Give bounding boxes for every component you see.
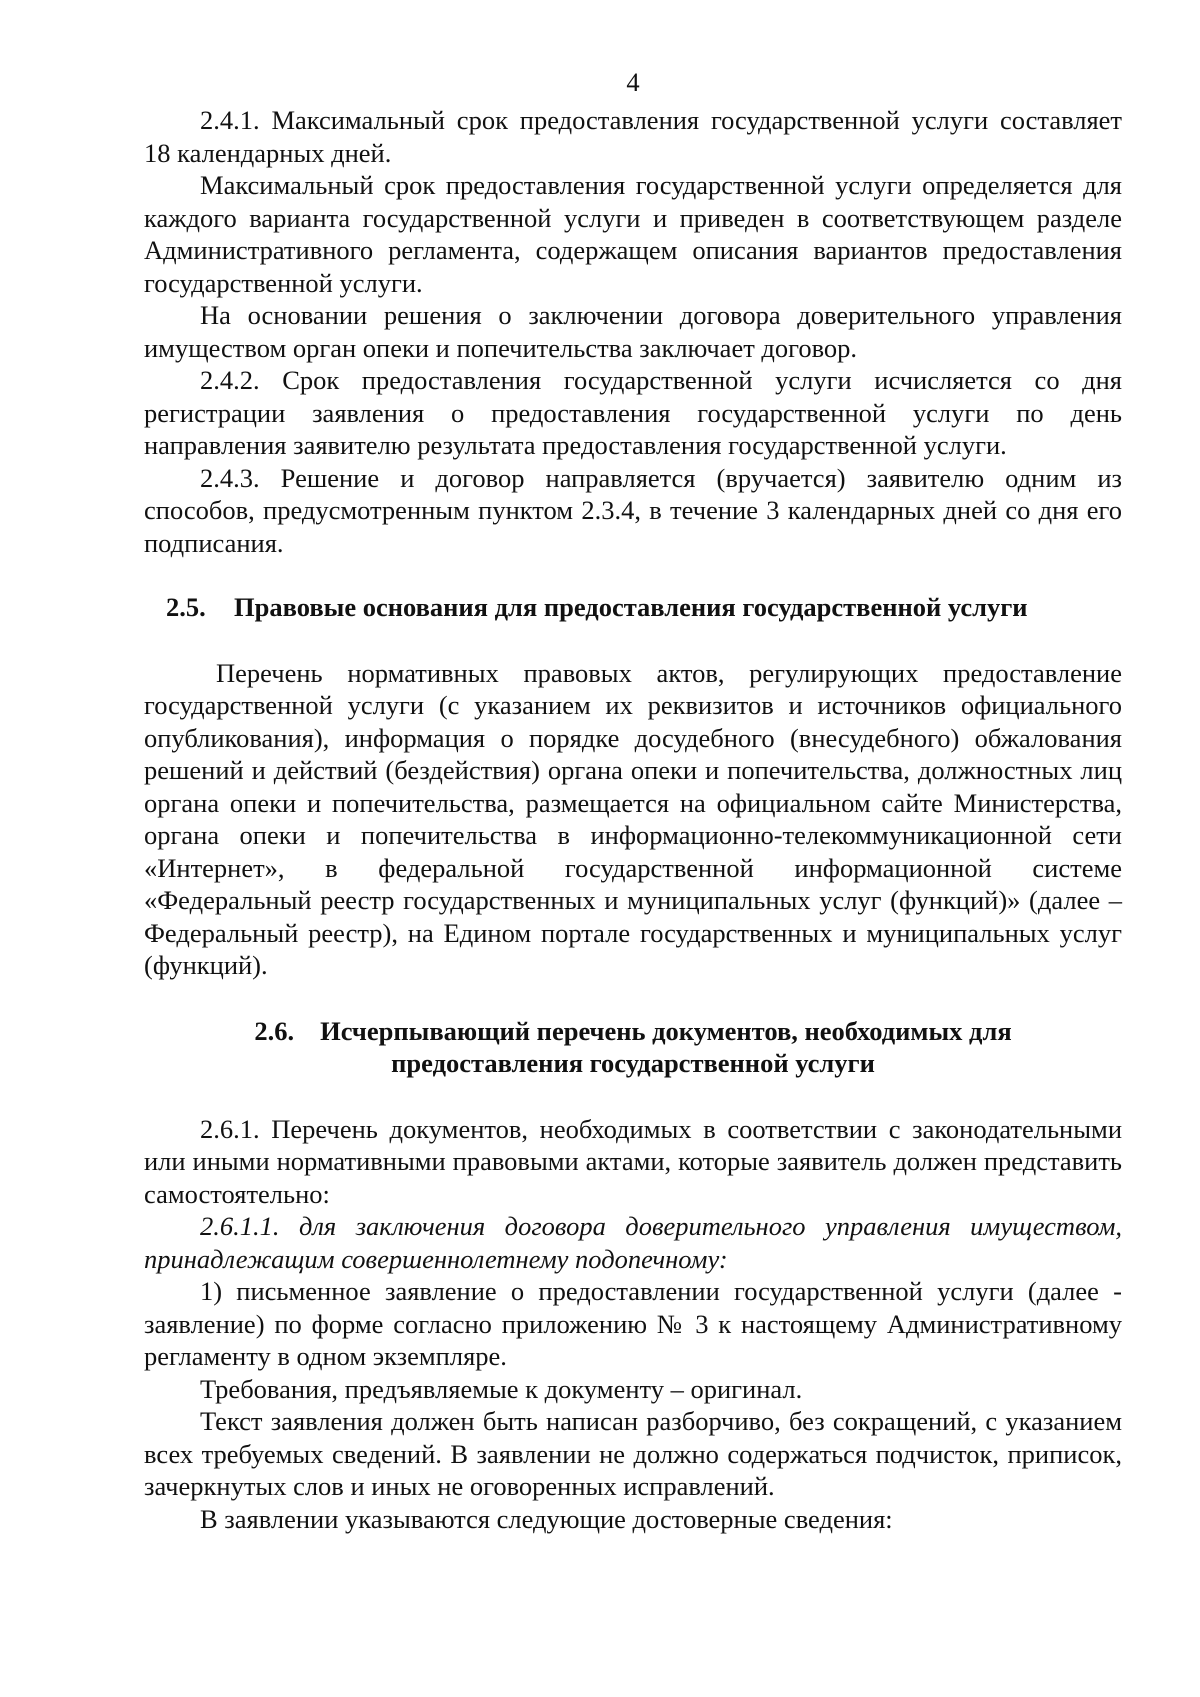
paragraph-2611: 2.6.1.1. для заключения договора доверительного управления имуществом, принадлежащим совершеннолетнему подопечному:	[144, 1211, 1122, 1274]
section-title-line2: предоставления государственной услуги	[391, 1048, 875, 1078]
section-heading-25	[144, 591, 1122, 624]
paragraph-261: 2.6.1. Перечень документов, необходимых в соответствии с законодательными или иными нормативными правовыми актами, которые заявитель должен представить самостоятельно:	[144, 1113, 1122, 1209]
document-page	[144, 66, 1122, 1535]
paragraph-contract-basis: На основании решения о заключении договора доверительного управления имуществом орган опеки и попечительства заключает договор.	[144, 300, 1122, 363]
paragraph-requirements: Требования, предъявляемые к документу – оригинал.	[200, 1373, 803, 1404]
page-number: 4	[626, 67, 640, 97]
section-number: 2.6.	[254, 1015, 295, 1046]
paragraph-legal-acts: Перечень нормативных правовых актов, регулирующих предоставление государственной услуги (с указанием их реквизитов и источников официального опубликования), информация о порядке досудебного (внесудебного) обжалования решений и действий (бездействия) органа опеки и попечительства, должностных лиц органа опеки и попечительства, размещается на официальном сайте Министерства, органа опеки и попечительства в информационно-телекоммуникационной сети «Интернет», в федеральной государственной информационной системе «Федеральный реестр государственных и муниципальных услуг (функций)» (далее – Федеральный реестр), на Едином портале государственных и муниципальных услуг (функций).	[144, 657, 1122, 980]
section-number: 2.5.	[166, 592, 206, 622]
paragraph-application-info: В заявлении указываются следующие достоверные сведения:	[200, 1503, 893, 1534]
section-title: Правовые основания для предоставления государственной услуги	[234, 592, 1028, 622]
paragraph-242: 2.4.2. Срок предоставления государственной услуги исчисляется со дня регистрации заявления о предоставления государственной услуги по день направления заявителю результата предоставления государственной услуги.	[144, 365, 1122, 460]
paragraph-application-text: Текст заявления должен быть написан разборчиво, без сокращений, с указанием всех требуемых сведений. В заявлении не должно содержаться подчисток, приписок, зачеркнутых слов и иных не оговоренных исправлений.	[144, 1406, 1122, 1501]
section-heading-26	[144, 1015, 1122, 1080]
paragraph-max-term: Максимальный срок предоставления государственной услуги определяется для каждого варианта государственной услуги и приведен в соответствующем разделе Административного регламента, содержащем описания вариантов предоставления государственной услуги.	[144, 170, 1122, 298]
paragraph-243: 2.4.3. Решение и договор направляется (вручается) заявителю одним из способов, предусмотренным пунктом 2.3.4, в течение 3 календарных дней со дня его подписания.	[144, 462, 1122, 558]
paragraph-241: 2.4.1. Максимальный срок предоставления государственной услуги составляет 18 календарных дней.	[144, 105, 1122, 168]
section-title-line1: Исчерпывающий перечень документов, необходимых для	[320, 1015, 1012, 1046]
paragraph-item-1: 1) письменное заявление о предоставлении государственной услуги (далее - заявление) по форме согласно приложению № 3 к настоящему Административному регламенту в одном экземпляре.	[144, 1276, 1122, 1371]
